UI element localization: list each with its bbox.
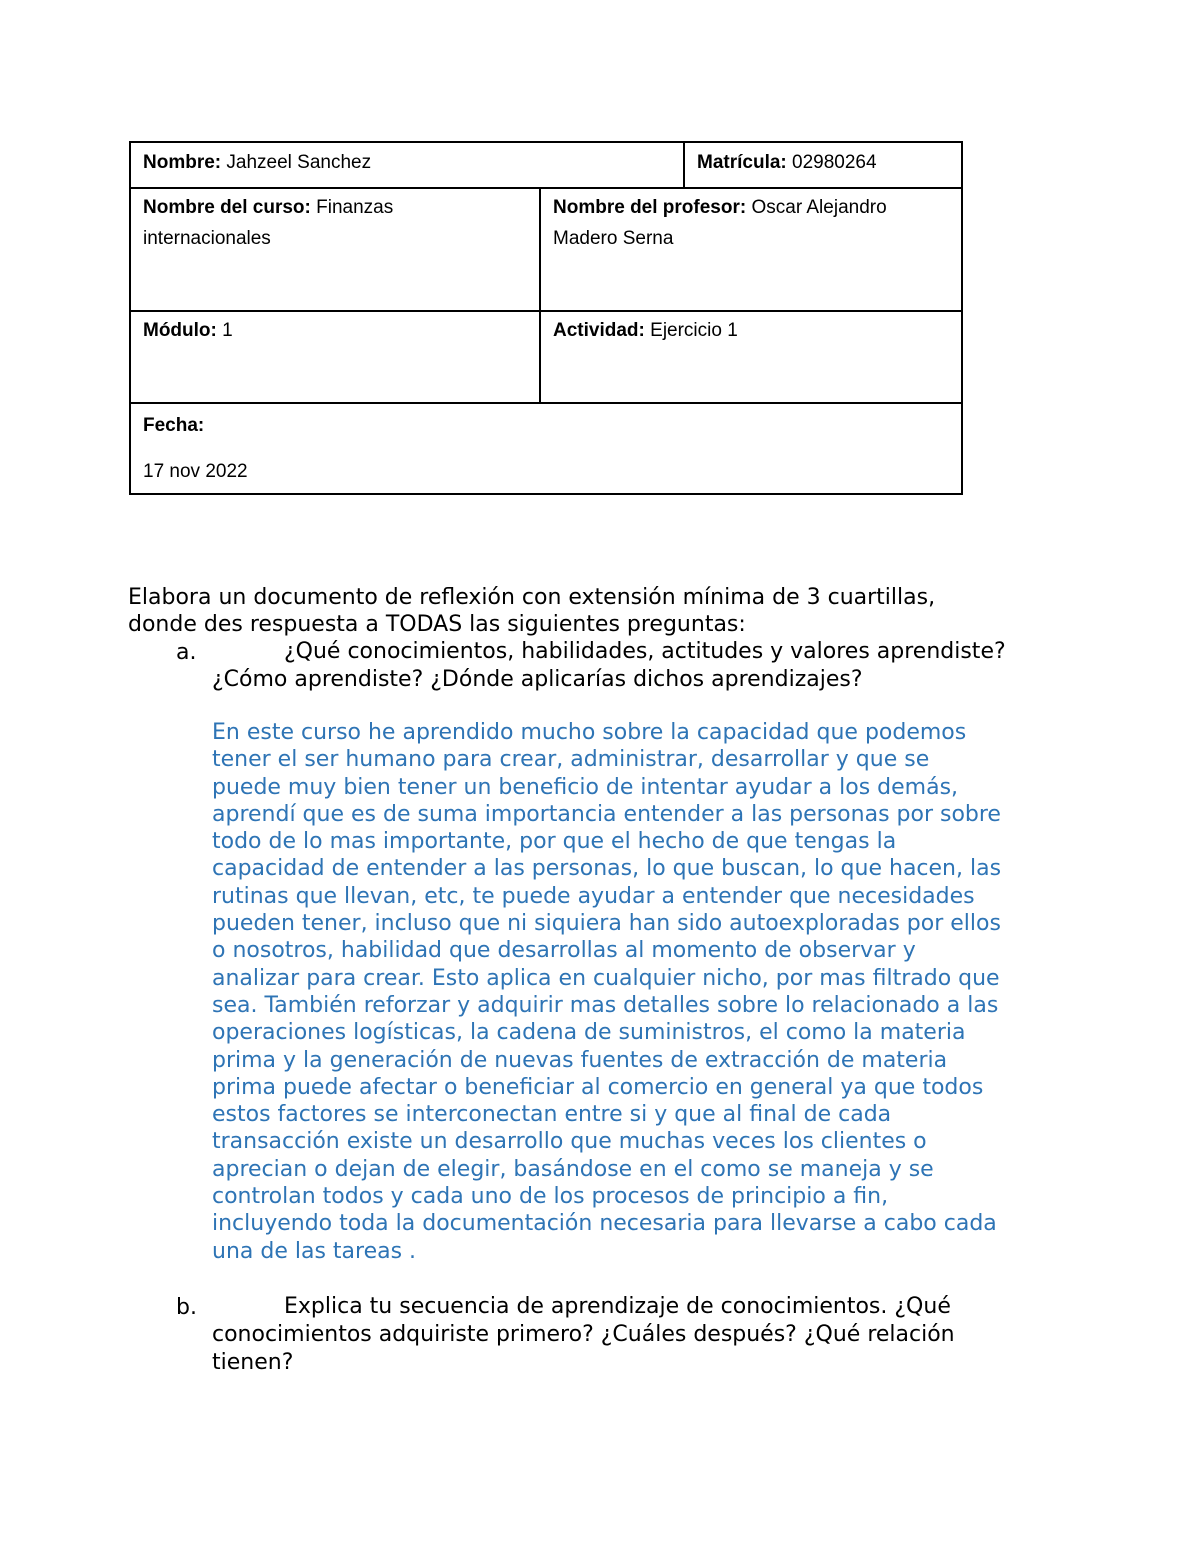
nombre-cell: [131, 143, 683, 182]
answer-line: capacidad de entender a las personas, lo que buscan, lo que hacen, las: [212, 856, 1002, 882]
modulo-label: Módulo:: [143, 320, 217, 341]
question-b-marker: b.: [176, 1295, 197, 1320]
answer-line: estos factores se interconectan entre si y que al final de cada: [212, 1102, 892, 1128]
answer-line: analizar para crear. Esto aplica en cualquier nicho, por mas filtrado que: [212, 965, 1000, 991]
answer-line: En este curso he aprendido mucho sobre la capacidad que podemos: [212, 720, 967, 745]
answer-line: prima y la generación de nuevas fuentes de extracción de materia: [212, 1047, 948, 1073]
answer-line: prima puede afectar o beneficiar al comercio en general ya que todos: [212, 1074, 984, 1100]
question-b-line-1: Explica tu secuencia de aprendizaje de conocimientos. ¿Qué: [284, 1294, 951, 1319]
matricula-cell: [685, 143, 961, 182]
profesor-value: Oscar Alejandro: [751, 197, 887, 218]
question-b-line-2: conocimientos adquiriste primero? ¿Cuáles después? ¿Qué relación: [212, 1322, 955, 1347]
instructions-line-1: Elabora un documento de reflexión con extensión mínima de 3 cuartillas,: [128, 585, 936, 610]
profesor-value-cont: Madero Serna: [553, 228, 674, 249]
nombre-value: Jahzeel Sanchez: [226, 152, 372, 173]
fecha-value: 17 nov 2022: [143, 461, 248, 482]
actividad-label: Actividad:: [553, 320, 645, 341]
actividad-cell: [541, 311, 961, 350]
question-b-line-3: tienen?: [212, 1350, 294, 1375]
nombre-label: Nombre:: [143, 152, 222, 173]
profesor-label: Nombre del profesor:: [553, 197, 747, 218]
answer-line: aprendí que es de suma importancia entender a las personas por sobre: [212, 801, 1001, 827]
answer-line: sea. También reforzar y adquirir mas detalles sobre lo relacionado a las: [212, 992, 999, 1018]
curso-cell: [131, 188, 539, 258]
fecha-label: Fecha:: [143, 415, 205, 436]
answer-line: aprecian o dejan de elegir, basándose en el como se maneja y se: [212, 1156, 934, 1182]
actividad-value: Ejercicio 1: [650, 320, 738, 341]
profesor-cell: [541, 188, 961, 258]
answer-line: pueden tener, incluso que ni siquiera han sido autoexploradas por ellos: [212, 911, 1001, 937]
curso-value-cont: internacionales: [143, 228, 271, 249]
question-a-marker: a.: [176, 640, 197, 665]
answer-line: todo de lo mas importante, por que el hecho de que tengas la: [212, 829, 897, 855]
answer-line: tener el ser humano para crear, administrar, desarrollar y que se: [212, 747, 930, 773]
answer-line: una de las tareas .: [212, 1238, 417, 1264]
answer-line: o nosotros, habilidad que desarrollas al momento de observar y: [212, 938, 916, 964]
modulo-value: 1: [222, 320, 233, 341]
curso-label: Nombre del curso:: [143, 197, 311, 218]
matricula-value: 02980264: [792, 152, 877, 173]
answer-line: puede muy bien tener un beneficio de intentar ayudar a los demás,: [212, 774, 959, 800]
answer-a: [212, 719, 1082, 1265]
instructions-line-2: donde des respuesta a TODAS las siguientes preguntas:: [128, 612, 746, 637]
student-info-table: [129, 141, 963, 495]
matricula-label: Matrícula:: [697, 152, 787, 173]
answer-line: rutinas que llevan, etc, te puede ayudar a entender que necesidades: [212, 883, 975, 909]
fecha-cell: [131, 403, 961, 499]
answer-line: incluyendo toda la documentación necesaria para llevarse a cabo cada: [212, 1211, 997, 1237]
question-a-line-2: ¿Cómo aprendiste? ¿Dónde aplicarías dichos aprendizajes?: [212, 667, 863, 692]
question-a-line-1: ¿Qué conocimientos, habilidades, actitudes y valores aprendiste?: [284, 639, 1006, 664]
modulo-cell: [131, 311, 539, 350]
curso-value: Finanzas: [316, 197, 394, 218]
answer-line: operaciones logísticas, la cadena de suministros, el como la materia: [212, 1020, 966, 1046]
answer-line: controlan todos y cada uno de los procesos de principio a fin,: [212, 1184, 889, 1210]
answer-line: transacción existe un desarrollo que muchas veces los clientes o: [212, 1129, 927, 1155]
